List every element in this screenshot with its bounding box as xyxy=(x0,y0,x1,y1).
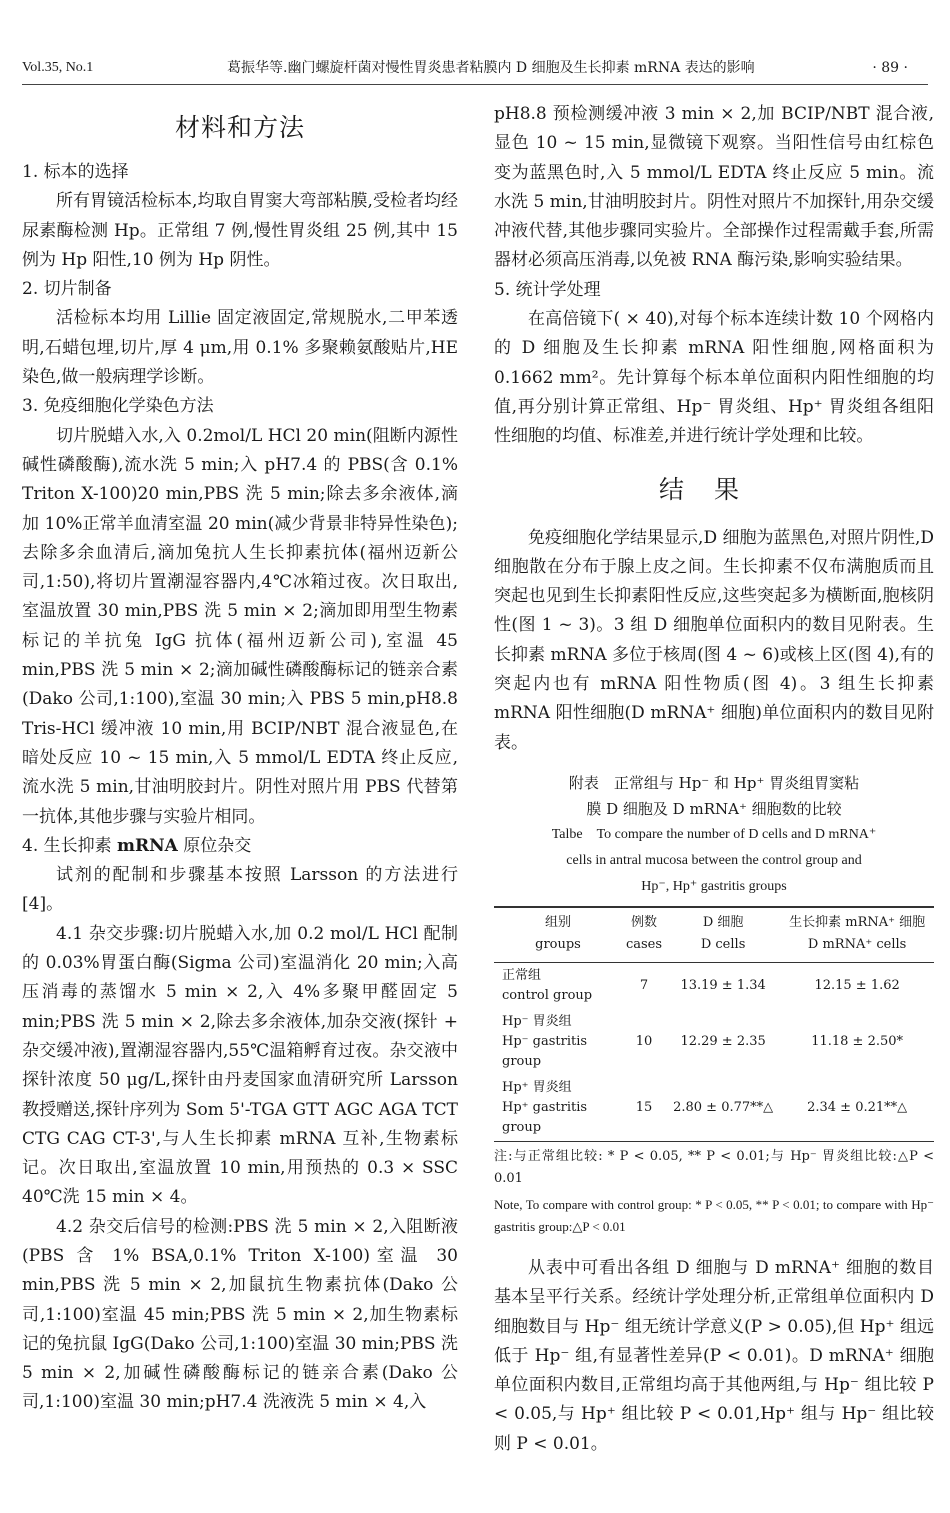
table-row xyxy=(494,1075,934,1142)
cell-group: Hp⁻ 胃炎组 Hp⁻ gastritis group xyxy=(502,1013,588,1069)
cell-mrna-cells: 2.34 ± 0.21**△ xyxy=(807,1099,908,1115)
right-column xyxy=(494,100,934,1459)
volume-info: Vol.35, No.1 xyxy=(22,60,94,75)
table-caption-en-2: cells in antral mucosa between the control group and xyxy=(566,852,862,868)
table-caption-cn-2: 膜 D 细胞及 D mRNA⁺ 细胞数的比较 xyxy=(586,799,842,818)
paragraph-results-1: 免疫细胞化学结果显示,D 细胞为蓝黑色,对照片阴性,D 细胞散在分布于腺上皮之间。生长抑素不仅布满胞质而且突起也见到生长抑素阳性反应,这些突起多为横断面,胞核阴性(图 1 ~ 3)。3 组 D 细胞单位面积内的数目见附表。生长抑素 mRNA 多位于核周(图 4 ~ 6)或核上区(图 4),有的突起内也有 mRNA 阳性物质(图 4)。3 组生长抑素 mRNA 阳性细胞(D mRNA⁺ 细胞)单位面积内的数目见附表。 xyxy=(494,527,934,753)
page-header xyxy=(22,58,928,78)
cell-mrna-cells: 12.15 ± 1.62 xyxy=(814,977,900,993)
heading-4-part-a: 4. 生长抑素 xyxy=(22,835,118,856)
cell-d-cells: 13.19 ± 1.34 xyxy=(680,977,766,993)
subsection-heading-5: 5. 统计学处理 xyxy=(494,279,601,300)
paragraph-signal-detection: 4.2 杂交后信号的检测:PBS 洗 5 min × 2,入阻断液(PBS 含 1% BSA,0.1% Triton X-100)室温 30 min,PBS 洗 5 min × 2,加鼠抗生物素抗体(Dako 公司,1:100)室温 45 min;PBS 洗 5 min × 2,加生物素标记的兔抗鼠 IgG(Dako 公司,1:100)室温 30 min;PBS 洗 5 min × 2,加碱性磷酸酶标记的链亲合素(Dako 公司,1:100)室温 30 min;pH7.4 洗液洗 5 min × 4,入 xyxy=(22,1216,458,1413)
table-note-cn: 注:与正常组比较: * P < 0.05, ** P < 0.01;与 Hp⁻ 胃炎组比较:△P < 0.01 xyxy=(494,1148,934,1186)
table-caption-en-1: Talbe To compare the number of D cells and D mRNA⁺ xyxy=(551,826,877,842)
cell-cases: 7 xyxy=(639,977,649,993)
paragraph-results-2: 从表中可看出各组 D 细胞与 D mRNA⁺ 细胞的数目基本呈平行关系。经统计学处理分析,正常组单位面积内 D 细胞数目与 Hp⁻ 组无统计学意义(P > 0.05),但 Hp⁺ 组远低于 Hp⁻ 组,有显著性差异(P < 0.01)。D mRNA⁺ 细胞单位面积内数目,正常组均高于其他两组,与 Hp⁻ 组比较 P < 0.05,与 Hp⁺ 组比较 P < 0.01,Hp⁺ 组与 Hp⁻ 组比较则 P < 0.01。 xyxy=(494,1257,934,1454)
cell-d-cells: 12.29 ± 2.35 xyxy=(680,1033,766,1049)
subsection-heading-4 xyxy=(22,832,458,861)
subsection-heading-1: 1. 标本的选择 xyxy=(22,162,129,182)
cell-group: Hp⁺ 胃炎组 Hp⁺ gastritis group xyxy=(502,1079,588,1135)
cell-d-cells: 2.80 ± 0.77**△ xyxy=(673,1099,774,1115)
header-rule xyxy=(22,84,928,85)
section-title-methods: 材料和方法 xyxy=(174,113,305,142)
header-groups: 组别 groups xyxy=(494,907,622,963)
cell-cases: 15 xyxy=(635,1099,653,1115)
paragraph-immuno-staining: 切片脱蜡入水,入 0.2mol/L HCl 20 min(阻断内源性碱性磷酸酶),流水洗 5 min;入 pH7.4 的 PBS(含 0.1% Triton X-100)20 min,PBS 洗 5 min;除去多余液体,滴加 10%正常羊血清室温 20 min(减少背景非特异性染色);去除多余血清后,滴加兔抗人生长抑素抗体(福州迈新公司,1:50),将切片置潮湿容器内,4℃冰箱过夜。次日取出,室温放置 30 min,PBS 洗 5 min × 2;滴加即用型生物素标记的羊抗兔 IgG 抗体(福州迈新公司),室温 45 min,PBS 洗 5 min × 2;滴加碱性磷酸酶标记的链亲合素(Dako 公司,1:100),室温 30 min;入 PBS 5 min,pH8.8 Tris-HCl 缓冲液 10 min,用 BCIP/NBT 混合液显色,在暗处反应 10 ~ 15 min,入 5 mmol/L EDTA 终止反应,流水洗 5 min,甘油明胶封片。阴性对照片用 PBS 代替第一抗体,其他步骤与实验片相同。 xyxy=(22,425,458,827)
subsection-heading-3: 3. 免疫细胞化学染色方法 xyxy=(22,396,214,417)
table-header-row xyxy=(494,907,934,963)
header-cases: 例数 cases xyxy=(622,907,666,963)
running-title: 葛振华等.幽门螺旋杆菌对慢性胃炎患者粘膜内 D 细胞及生长抑素 mRNA 表达的影响 xyxy=(227,60,755,76)
table-row xyxy=(494,1009,934,1075)
cell-group: 正常组 control group xyxy=(502,967,593,1003)
paragraph-hybridization-steps: 4.1 杂交步骤:切片脱蜡入水,加 0.2 mol/L HCl 配制的 0.03%胃蛋白酶(Sigma 公司)室温消化 20 min;入高压消毒的蒸馏水 5 min × 2,入 4%多聚甲醛固定 5 min;PBS 洗 5 min × 2,除去多余液体,加杂交液(探针 + 杂交缓冲液),置潮湿容器内,55℃温箱孵育过夜。杂交液中探针浓度 50 μg/L,探针由丹麦国家血清研究所 Larsson 教授赠送,探针序列为 Som 5'-TGA GTT AGC AGA TCT CTG CAG CT-3',与人生长抑素 mRNA 互补,生物素标记。次日取出,室温放置 10 min,用预热的 0.3 × SSC 40℃洗 15 min × 4。 xyxy=(22,923,458,1208)
cell-cases: 10 xyxy=(635,1033,653,1049)
page-number: · 89 · xyxy=(872,60,908,76)
subsection-heading-2: 2. 切片制备 xyxy=(22,279,112,300)
results-table xyxy=(494,906,934,1142)
table-caption-en-3: Hp⁻, Hp⁺ gastritis groups xyxy=(641,878,787,894)
left-column xyxy=(22,100,458,1418)
cell-mrna-cells: 11.18 ± 2.50* xyxy=(811,1033,904,1049)
heading-4-mrna: mRNA xyxy=(117,835,178,856)
paragraph-section-prep: 活检标本均用 Lillie 固定液固定,常规脱水,二甲苯透明,石蜡包埋,切片,厚 4 μm,用 0.1% 多聚赖氨酸贴片,HE 染色,做一般病理学诊断。 xyxy=(22,308,458,388)
header-mrna-cells: 生长抑素 mRNA⁺ 细胞 D mRNA⁺ cells xyxy=(780,907,934,963)
paragraph-hybridization-intro: 试剂的配制和步骤基本按照 Larsson 的方法进行[4]。 xyxy=(22,865,458,915)
paragraph-signal-detection-cont: pH8.8 预检测缓冲液 3 min × 2,加 BCIP/NBT 混合液,显色 10 ~ 15 min,显微镜下观察。当阳性信号由红棕色变为蓝黑色时,入 5 mmol/L EDTA 终止反应 5 min。流水洗 5 min,甘油明胶封片。阴性对照片不加探针,用杂交缓冲液代替,其他步骤同实验片。全部操作过程需戴手套,所需器材必须高压消毒,以免被 RNA 酶污染,影响实验结果。 xyxy=(494,104,934,271)
section-title-results: 结果 xyxy=(658,474,769,504)
table-row xyxy=(494,962,934,1009)
heading-4-part-c: 原位杂交 xyxy=(177,835,252,856)
header-d-cells: D 细胞 D cells xyxy=(666,907,780,963)
paragraph-statistics: 在高倍镜下( × 40),对每个标本连续计数 10 个网格内的 D 细胞及生长抑素 mRNA 阳性细胞,网格面积为 0.1662 mm²。先计算每个标本单位面积内阳性细胞的均值,再分别计算正常组、Hp⁻ 胃炎组、Hp⁺ 胃炎组各组阳性细胞的均值、标准差,并进行统计学处理和比较。 xyxy=(494,309,934,447)
table-note-en: Note, To compare with control group: * P < 0.05, ** P < 0.01; to compare with Hp⁻ gastritis group:△P < 0.01 xyxy=(494,1196,934,1234)
paragraph-specimen: 所有胃镜活检标本,均取自胃窦大弯部粘膜,受检者均经尿素酶检测 Hp。正常组 7 例,慢性胃炎组 25 例,其中 15 例为 Hp 阳性,10 例为 Hp 阴性。 xyxy=(22,191,458,270)
table-caption-cn-1: 附表 正常组与 Hp⁻ 和 Hp⁺ 胃炎组胃窦粘 xyxy=(568,773,860,792)
